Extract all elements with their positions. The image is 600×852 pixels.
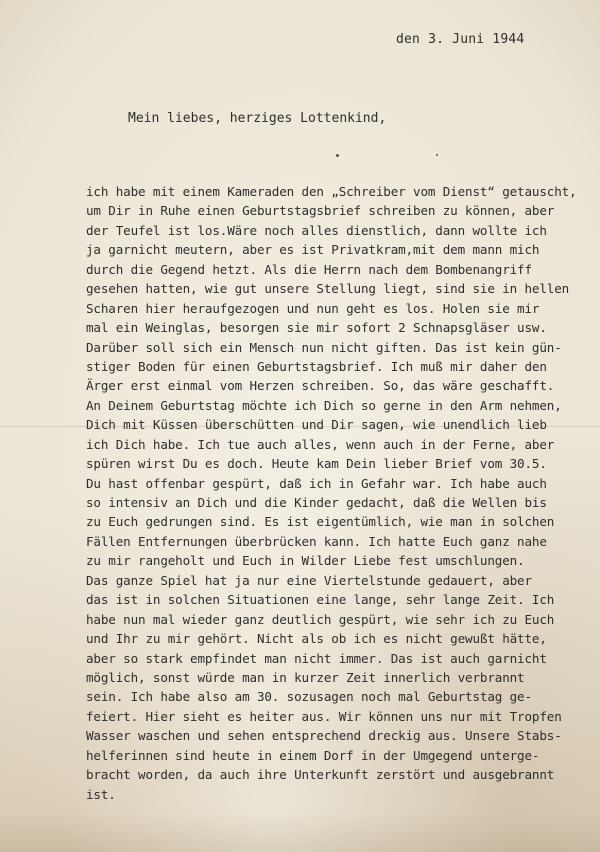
letter-line: habe nun mal wieder ganz deutlich gespürt, wie sehr ich zu Euch: [86, 611, 555, 627]
letter-line: helferinnen sind heute in einem Dorf in der Umgegend unterge-: [86, 747, 540, 763]
letter-line: stiger Boden für einen Geburtstagsbrief. Ich muß mir daher den: [86, 358, 547, 374]
letter-line: um Dir in Ruhe einen Geburtstagsbrief schreiben zu können, aber: [86, 203, 555, 219]
letter-line: ja garnicht meutern, aber es ist Privatkram,mit dem mann mich: [86, 242, 540, 258]
letter-line: zu mir rangeholt und Euch in Wilder Liebe fest umschlungen.: [86, 553, 525, 569]
letter-line: An Deinem Geburtstag möchte ich Dich so gerne in den Arm nehmen,: [86, 397, 562, 413]
letter-date: den 3. Juni 1944: [396, 32, 525, 47]
paper-edge-wear: [0, 812, 600, 852]
letter-line: feiert. Hier sieht es heiter aus. Wir können uns nur mit Tropfen: [86, 708, 562, 724]
letter-line: spüren wirst Du es doch. Heute kam Dein lieber Brief vom 30.5.: [86, 456, 547, 472]
letter-line: Du hast offenbar gespürt, daß ich in Gefahr war. Ich habe auch: [86, 475, 547, 491]
letter-line: mal ein Weinglas, besorgen sie mir sofort 2 Schnapsgläser usw.: [86, 320, 547, 336]
letter-line: Das ganze Spiel hat ja nur eine Viertelstunde gedauert, aber: [86, 572, 532, 588]
letter-line: möglich, sonst würde man in kurzer Zeit innerlich verbrannt: [86, 669, 525, 685]
letter-line: aber so stark empfindet man nicht immer. Das ist auch garnicht: [86, 650, 547, 666]
letter-line: ich habe mit einem Kameraden den „Schreiber vom Dienst“ getauscht,: [86, 184, 577, 199]
letter-line: sein. Ich habe also am 30. sozusagen noch mal Geburtstag ge-: [86, 689, 532, 705]
letter-salutation: Mein liebes, herziges Lottenkind,: [128, 111, 387, 126]
letter-line: zu Euch gedrungen sind. Es ist eigentümlich, wie man in solchen: [86, 514, 555, 530]
letter-line: durch die Gegend hetzt. Als die Herrn nach dem Bombenangriff: [86, 261, 532, 277]
letter-line: Ärger erst einmal vom Herzen schreiben. So, das wäre geschafft.: [86, 378, 555, 394]
letter-line: Fällen Entfernungen überbrücken kann. Ich hatte Euch ganz nahe: [86, 533, 547, 549]
letter-line: ich Dich habe. Ich tue auch alles, wenn auch in der Ferne, aber: [86, 436, 555, 452]
letter-line: ist.: [86, 786, 116, 802]
ink-dot: [436, 154, 438, 156]
letter-line: der Teufel ist los.Wäre noch alles dienstlich, dann wollte ich: [86, 222, 547, 238]
letter-line: Wasser waschen und sehen entsprechend dreckig aus. Unsere Stabs-: [86, 728, 562, 744]
letter-body: [86, 182, 596, 804]
letter-line: Scharen hier heraufgezogen und nun geht es los. Holen sie mir: [86, 300, 540, 316]
letter-line: Darüber soll sich ein Mensch nun nicht giften. Das ist kein gün-: [86, 339, 562, 355]
letter-line: und Ihr zu mir gehört. Nicht als ob ich es nicht gewußt hätte,: [86, 631, 547, 647]
letter-line: Dich mit Küssen überschütten und Dir sagen, wie unendlich lieb: [86, 417, 547, 433]
letter-line: das ist in solchen Situationen eine lange, sehr lange Zeit. Ich: [86, 592, 555, 608]
letter-line: bracht worden, da auch ihre Unterkunft zerstört und ausgebrannt: [86, 767, 555, 783]
letter-line: so intensiv an Dich und die Kinder gedacht, daß die Wellen bis: [86, 495, 547, 510]
letter-line: gesehen hatten, wie gut unsere Stellung liegt, sind sie in hellen: [86, 281, 570, 297]
ink-dot: [336, 154, 339, 157]
